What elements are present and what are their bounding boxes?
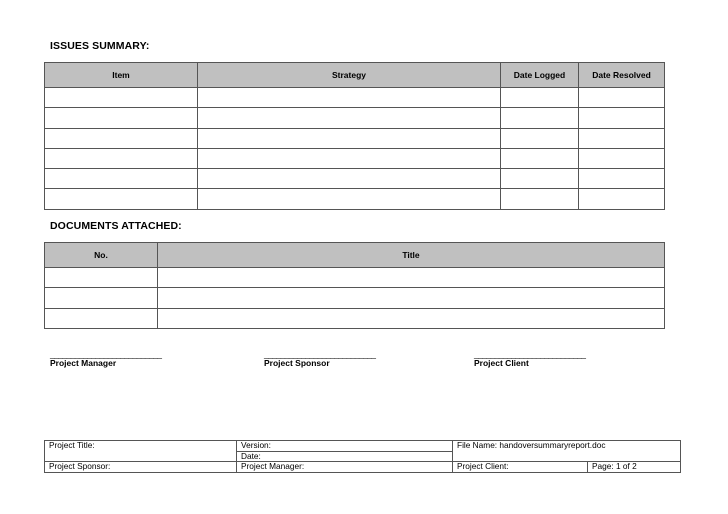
issue-date-resolved-cell[interactable] bbox=[579, 148, 665, 168]
documents-table bbox=[44, 242, 665, 329]
footer-project-sponsor: Project Sponsor: bbox=[45, 462, 237, 473]
issue-date-logged-cell[interactable] bbox=[501, 189, 579, 209]
issue-date-resolved-cell[interactable] bbox=[579, 128, 665, 148]
issue-date-resolved-cell[interactable] bbox=[579, 189, 665, 209]
issue-strategy-cell[interactable] bbox=[198, 169, 501, 189]
table-row bbox=[45, 288, 665, 308]
issue-strategy-cell[interactable] bbox=[198, 128, 501, 148]
issue-date-logged-cell[interactable] bbox=[501, 128, 579, 148]
issue-date-resolved-cell[interactable] bbox=[579, 169, 665, 189]
signature-project-client bbox=[474, 350, 585, 368]
footer-project-title: Project Title: bbox=[45, 441, 237, 462]
issue-date-logged-cell[interactable] bbox=[501, 169, 579, 189]
issue-strategy-cell[interactable] bbox=[198, 148, 501, 168]
footer-file-name: File Name: handoversummaryreport.doc bbox=[453, 441, 681, 462]
footer-version: Version: bbox=[237, 441, 453, 452]
issue-strategy-cell[interactable] bbox=[198, 189, 501, 209]
footer-project-manager: Project Manager: bbox=[237, 462, 453, 473]
table-row bbox=[45, 268, 665, 288]
issue-date-logged-cell[interactable] bbox=[501, 148, 579, 168]
documents-attached-heading: DOCUMENTS ATTACHED: bbox=[50, 220, 182, 232]
issue-item-cell[interactable] bbox=[45, 189, 198, 209]
table-row bbox=[45, 148, 665, 168]
table-row bbox=[45, 128, 665, 148]
footer-page-number: Page: 1 of 2 bbox=[588, 462, 681, 473]
footer-date: Date: bbox=[237, 451, 453, 462]
issues-header-item: Item bbox=[45, 63, 198, 88]
issues-table bbox=[44, 62, 665, 210]
table-row bbox=[45, 189, 665, 209]
issue-item-cell[interactable] bbox=[45, 108, 198, 128]
issue-strategy-cell[interactable] bbox=[198, 108, 501, 128]
table-row bbox=[45, 108, 665, 128]
issues-header-date-resolved: Date Resolved bbox=[579, 63, 665, 88]
signature-label-client: Project Client bbox=[474, 358, 529, 368]
document-no-cell[interactable] bbox=[45, 308, 158, 328]
document-no-cell[interactable] bbox=[45, 268, 158, 288]
issue-strategy-cell[interactable] bbox=[198, 88, 501, 108]
issue-item-cell[interactable] bbox=[45, 128, 198, 148]
signature-label-sponsor: Project Sponsor bbox=[264, 358, 330, 368]
issues-header-date-logged: Date Logged bbox=[501, 63, 579, 88]
issue-date-resolved-cell[interactable] bbox=[579, 88, 665, 108]
signature-label-manager: Project Manager bbox=[50, 358, 117, 368]
issues-header-strategy: Strategy bbox=[198, 63, 501, 88]
documents-header-title: Title bbox=[158, 243, 665, 268]
signature-line: ___________________________ bbox=[50, 349, 162, 359]
signature-line: ___________________________ bbox=[264, 349, 376, 359]
document-title-cell[interactable] bbox=[158, 308, 665, 328]
document-title-cell[interactable] bbox=[158, 268, 665, 288]
table-row bbox=[45, 169, 665, 189]
document-no-cell[interactable] bbox=[45, 288, 158, 308]
document-footer bbox=[44, 440, 681, 473]
documents-header-no: No. bbox=[45, 243, 158, 268]
issue-item-cell[interactable] bbox=[45, 88, 198, 108]
signature-project-sponsor bbox=[264, 350, 375, 368]
table-row bbox=[45, 88, 665, 108]
issues-summary-heading: ISSUES SUMMARY: bbox=[50, 40, 150, 52]
issue-item-cell[interactable] bbox=[45, 169, 198, 189]
issue-date-logged-cell[interactable] bbox=[501, 108, 579, 128]
issue-date-logged-cell[interactable] bbox=[501, 88, 579, 108]
issue-item-cell[interactable] bbox=[45, 148, 198, 168]
issue-date-resolved-cell[interactable] bbox=[579, 108, 665, 128]
signature-line: ___________________________ bbox=[474, 349, 586, 359]
document-title-cell[interactable] bbox=[158, 288, 665, 308]
table-row bbox=[45, 308, 665, 328]
signature-project-manager bbox=[50, 350, 161, 368]
footer-project-client: Project Client: bbox=[453, 462, 588, 473]
